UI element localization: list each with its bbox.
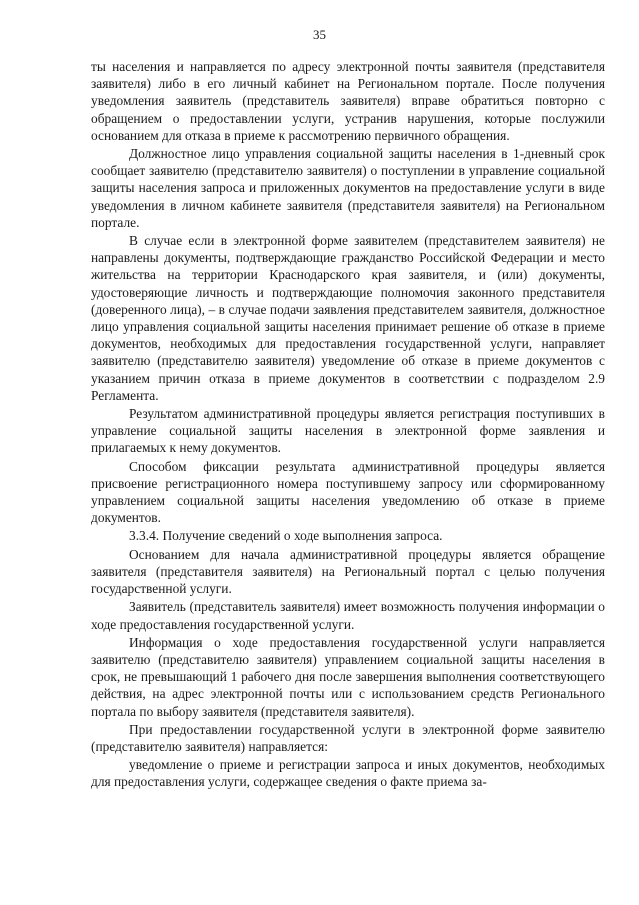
paragraph: При предоставлении государственной услуги в электронной форме заявителю (представителю заявителя) направляется:	[91, 721, 605, 754]
paragraph: В случае если в электронной форме заявителем (представителем заявителя) не направлены документы, подтверждающие гражданство Российской Федерации и место жительства на территории Краснодарского края заявителя, и (или) документы, удостоверяющие личность и подтверждающие полномочия законного представителя (доверенного лица), – в случае подачи заявления представителем заявителя, должностное лицо управления социальной защиты населения принимает решение об отказе в приеме документов, необходимых для предоставления государственной услуги, направляет заявителю (представителю заявителя) уведомление об отказе в приеме документов с указанием причин отказа в приеме документов в соответствии с подразделом 2.9 Регламента.	[91, 233, 605, 403]
page-number: 35	[313, 27, 326, 42]
paragraph: Способом фиксации результата административной процедуры является присвоение регистрационного номера поступившему запросу или сформированному управлением социальной защиты населения уведомлению об отказе в приеме документов.	[91, 458, 605, 526]
document-body	[91, 58, 605, 791]
section-heading: 3.3.4. Получение сведений о ходе выполнения запроса.	[129, 528, 443, 544]
paragraph: Должностное лицо управления социальной защиты населения в 1-дневный срок сообщает заявителю (представителю заявителя) о поступлении в управление социальной защиты населения запроса и приложенных документов на предоставление услуги в виде уведомления в личном кабинете заявителя (представителя заявителя) на Региональном портале.	[91, 146, 605, 230]
paragraph: Информация о ходе предоставления государственной услуги направляется заявителю (представителю заявителя) управлением социальной защиты населения в срок, не превышающий 1 рабочего дня после завершения выполнения соответствующего действия, на адрес электронной почты или с использованием средств Регионального портала по выбору заявителя (представителя заявителя).	[91, 634, 605, 719]
paragraph: Основанием для начала административной процедуры является обращение заявителя (представителя заявителя) на Региональный портал с целью получения государственной услуги.	[91, 546, 605, 597]
paragraph-continuation: ты населения и направляется по адресу электронной почты заявителя (представителя заявителя) либо в его личный кабинет на Региональном портале. После получения уведомления заявитель (представитель заявителя) вправе обратиться повторно с обращением о предоставлении услуги, устранив нарушения, которые послужили основанием для отказа в приеме к рассмотрению первичного обращения.	[91, 59, 605, 143]
paragraph: Заявитель (представитель заявителя) имеет возможность получения информации о ходе предоставления государственной услуги.	[91, 599, 605, 632]
paragraph: Результатом административной процедуры является регистрация поступивших в управление социальной защиты населения в электронной форме заявления и прилагаемых к нему документов.	[91, 406, 605, 456]
paragraph: уведомление о приеме и регистрации запроса и иных документов, необходимых для предоставления услуги, содержащее сведения о факте приема за-	[91, 757, 605, 790]
